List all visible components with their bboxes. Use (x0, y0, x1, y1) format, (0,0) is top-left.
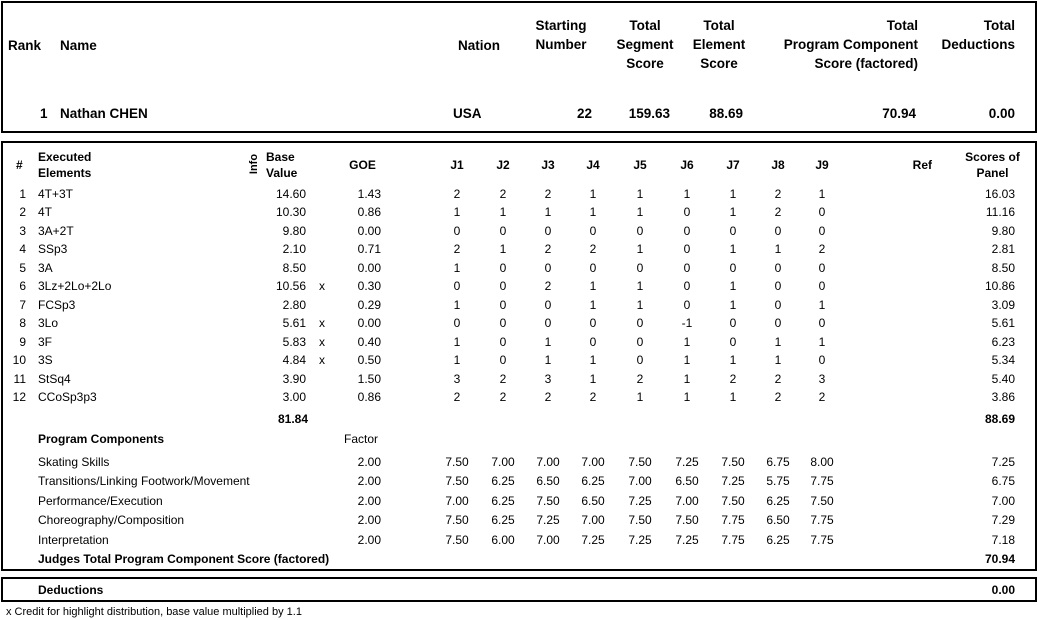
element-base-value: 3.90 (282, 372, 306, 386)
element-goe: 0.30 (357, 279, 381, 293)
element-judge-score: 2 (453, 187, 461, 201)
component-name: Transitions/Linking Footwork/Movement (38, 474, 250, 488)
element-judge-score: 2 (636, 372, 644, 386)
element-number: 7 (19, 298, 26, 312)
element-judge-score: 1 (544, 353, 552, 367)
element-judge-score: 0 (818, 224, 826, 238)
element-goe: 0.00 (357, 261, 381, 275)
factor-header: Factor (344, 432, 379, 446)
element-info: x (319, 279, 325, 293)
element-judge-score: 0 (683, 261, 691, 275)
component-judge-score: 7.25 (675, 533, 699, 547)
component-judge-score: 6.00 (491, 533, 515, 547)
element-judge-score: 0 (774, 224, 782, 238)
element-judge-score: 2 (729, 372, 737, 386)
element-base-value: 10.56 (275, 279, 306, 293)
element-name: 4T+3T (38, 187, 74, 201)
component-judge-score: 6.25 (491, 513, 515, 527)
element-judge-score: 2 (544, 390, 552, 404)
element-judge-score: 1 (636, 242, 644, 256)
component-judge-score: 6.25 (581, 474, 605, 488)
element-judge-score: 1 (683, 390, 691, 404)
judge-header-3: J3 (541, 158, 555, 172)
component-name: Choreography/Composition (38, 513, 185, 527)
component-judge-score: 6.25 (491, 494, 515, 508)
element-judge-score: 0 (729, 261, 737, 275)
component-judge-score: 7.50 (445, 533, 469, 547)
element-panel-score: 3.86 (991, 390, 1015, 404)
element-judge-score: 1 (589, 298, 597, 312)
judge-header-1: J1 (450, 158, 464, 172)
element-judge-score: 0 (729, 316, 737, 330)
element-judge-score: 0 (683, 298, 691, 312)
element-judge-score: 0 (499, 261, 507, 275)
element-judge-score: 1 (683, 335, 691, 349)
component-judge-score: 7.75 (810, 474, 834, 488)
element-judge-score: 0 (636, 224, 644, 238)
pcs-total-label: Judges Total Program Component Score (factored) (38, 552, 330, 566)
element-judge-score: 1 (636, 279, 644, 293)
element-judge-score: 0 (818, 205, 826, 219)
element-base-value: 5.83 (282, 335, 306, 349)
footnote: x Credit for highlight distribution, base value multiplied by 1.1 (6, 606, 302, 618)
judge-header-8: J8 (771, 158, 785, 172)
element-base-value: 10.30 (275, 205, 306, 219)
element-judge-score: 1 (818, 335, 826, 349)
element-judge-score: 1 (729, 390, 737, 404)
element-judge-score: 0 (636, 261, 644, 275)
element-judge-score: 0 (818, 316, 826, 330)
judge-header-2: J2 (496, 158, 510, 172)
skater-nation: USA (453, 106, 482, 121)
program-components-title: Program Components (38, 432, 165, 446)
element-name: 3S (38, 353, 53, 367)
component-name: Skating Skills (38, 455, 110, 469)
element-judge-score: 0 (683, 242, 691, 256)
component-judge-score: 6.50 (766, 513, 790, 527)
ref-header: Ref (912, 158, 932, 172)
element-goe: 1.50 (357, 372, 381, 386)
component-judge-score: 7.25 (536, 513, 560, 527)
tes-header-1: Total (703, 18, 735, 33)
element-judge-score: 0 (636, 353, 644, 367)
element-judge-score: 1 (729, 242, 737, 256)
element-number-header: # (16, 158, 23, 172)
element-judge-score: 0 (774, 316, 782, 330)
judge-header-7: J7 (726, 158, 740, 172)
element-judge-score: 0 (544, 298, 552, 312)
tss-header-3: Score (626, 56, 664, 71)
element-number: 12 (12, 390, 26, 404)
element-judge-score: 1 (729, 298, 737, 312)
element-judge-score: 1 (774, 353, 782, 367)
element-judge-score: 1 (453, 261, 461, 275)
element-judge-score: 0 (499, 279, 507, 293)
element-number: 11 (13, 372, 26, 386)
pcs-header-2: Program Component (783, 37, 918, 52)
element-judge-score: 1 (774, 242, 782, 256)
component-judge-score: 7.50 (628, 455, 652, 469)
component-judge-score: 7.00 (581, 455, 605, 469)
element-judge-score: 3 (453, 372, 461, 386)
deductions-value: 0.00 (991, 583, 1015, 597)
element-judge-score: 1 (636, 298, 644, 312)
element-judge-score: 0 (453, 316, 461, 330)
component-judge-score: 7.50 (536, 494, 560, 508)
element-judge-score: 0 (589, 261, 597, 275)
element-base-value: 4.84 (282, 353, 306, 367)
component-judge-score: 6.25 (491, 474, 515, 488)
component-judge-score: 7.25 (628, 533, 652, 547)
element-judge-score: 0 (499, 298, 507, 312)
component-judge-score: 6.75 (766, 455, 790, 469)
component-judge-score: 7.50 (721, 494, 745, 508)
component-judge-score: 7.75 (810, 533, 834, 547)
element-judge-score: 1 (453, 353, 461, 367)
element-judge-score: 0 (729, 335, 737, 349)
component-judge-score: 7.50 (721, 455, 745, 469)
skater-tes: 88.69 (709, 106, 743, 121)
element-judge-score: 1 (499, 242, 507, 256)
component-judge-score: 7.00 (581, 513, 605, 527)
goe-header: GOE (349, 158, 376, 172)
element-judge-score: 0 (544, 224, 552, 238)
elements-total-score: 88.69 (984, 412, 1015, 426)
element-judge-score: 2 (774, 205, 782, 219)
component-judge-score: 7.00 (445, 494, 469, 508)
element-number: 6 (19, 279, 26, 293)
element-judge-score: 1 (453, 335, 461, 349)
component-judge-score: 7.00 (675, 494, 699, 508)
component-judge-score: 8.00 (810, 455, 834, 469)
element-judge-score: 1 (544, 335, 552, 349)
skater-deductions: 0.00 (988, 106, 1015, 121)
element-number: 5 (19, 261, 26, 275)
element-judge-score: -1 (681, 316, 693, 330)
base-value-header-1: Base (266, 150, 295, 164)
element-goe: 0.29 (357, 298, 381, 312)
element-judge-score: 0 (499, 353, 507, 367)
component-factor: 2.00 (357, 455, 381, 469)
element-name: 3A+2T (38, 224, 74, 238)
element-judge-score: 2 (499, 187, 507, 201)
deductions-header-2: Deductions (941, 37, 1015, 52)
element-judge-score: 1 (499, 205, 507, 219)
component-panel-score: 7.29 (991, 513, 1015, 527)
element-info: x (319, 353, 325, 367)
component-panel-score: 6.75 (991, 474, 1015, 488)
element-judge-score: 1 (589, 279, 597, 293)
element-panel-score: 5.61 (991, 316, 1015, 330)
element-name: StSq4 (38, 372, 71, 386)
component-judge-score: 7.25 (721, 474, 745, 488)
element-name: 3A (38, 261, 53, 275)
element-info: x (319, 335, 325, 349)
skater-tss: 159.63 (628, 106, 670, 121)
element-judge-score: 0 (499, 316, 507, 330)
component-panel-score: 7.25 (991, 455, 1015, 469)
element-judge-score: 0 (683, 279, 691, 293)
element-judge-score: 1 (818, 298, 826, 312)
element-number: 3 (19, 224, 26, 238)
component-judge-score: 6.25 (766, 494, 790, 508)
element-judge-score: 0 (544, 261, 552, 275)
element-judge-score: 2 (499, 372, 507, 386)
element-judge-score: 0 (589, 224, 597, 238)
skater-starting-number: 22 (576, 106, 592, 121)
component-judge-score: 7.00 (628, 474, 652, 488)
element-goe: 0.00 (357, 316, 381, 330)
element-number: 10 (12, 353, 26, 367)
element-judge-score: 0 (729, 224, 737, 238)
info-header: Info (248, 153, 260, 175)
element-judge-score: 1 (729, 279, 737, 293)
element-base-value: 2.80 (282, 298, 306, 312)
component-judge-score: 7.25 (581, 533, 605, 547)
element-name: 3F (38, 335, 53, 349)
component-factor: 2.00 (357, 494, 381, 508)
deductions-header-1: Total (983, 18, 1015, 33)
element-judge-score: 1 (683, 353, 691, 367)
element-panel-score: 2.81 (991, 242, 1015, 256)
element-panel-score: 5.34 (991, 353, 1015, 367)
element-judge-score: 0 (774, 298, 782, 312)
element-judge-score: 0 (453, 224, 461, 238)
starting-number-header-1: Starting (535, 18, 587, 33)
element-base-value: 2.10 (282, 242, 306, 256)
element-panel-score: 10.86 (984, 279, 1015, 293)
judge-header-6: J6 (680, 158, 694, 172)
element-goe: 1.43 (357, 187, 381, 201)
element-panel-score: 16.03 (984, 187, 1015, 201)
element-base-value: 9.80 (282, 224, 306, 238)
component-factor: 2.00 (357, 533, 381, 547)
component-name: Performance/Execution (38, 494, 163, 508)
element-judge-score: 1 (636, 187, 644, 201)
element-name: CCoSp3p3 (38, 390, 97, 404)
element-judge-score: 2 (818, 242, 826, 256)
skater-pcs: 70.94 (882, 106, 916, 121)
element-panel-score: 11.16 (985, 205, 1015, 219)
element-panel-score: 6.23 (991, 335, 1015, 349)
element-judge-score: 1 (774, 335, 782, 349)
component-judge-score: 7.50 (675, 513, 699, 527)
element-goe: 0.40 (357, 335, 381, 349)
component-factor: 2.00 (357, 474, 381, 488)
component-judge-score: 6.50 (536, 474, 560, 488)
component-factor: 2.00 (357, 513, 381, 527)
element-judge-score: 1 (589, 205, 597, 219)
component-judge-score: 7.75 (721, 533, 745, 547)
element-judge-score: 2 (774, 187, 782, 201)
element-panel-score: 3.09 (991, 298, 1015, 312)
element-judge-score: 1 (683, 372, 691, 386)
deductions-label: Deductions (38, 583, 104, 597)
element-judge-score: 1 (636, 205, 644, 219)
component-judge-score: 7.75 (721, 513, 745, 527)
element-judge-score: 0 (774, 279, 782, 293)
element-judge-score: 1 (544, 205, 552, 219)
element-name: SSp3 (38, 242, 68, 256)
element-judge-score: 0 (818, 353, 826, 367)
element-judge-score: 0 (499, 224, 507, 238)
elements-total-base: 81.84 (277, 412, 308, 426)
component-judge-score: 7.00 (536, 455, 560, 469)
element-judge-score: 0 (818, 261, 826, 275)
element-judge-score: 2 (453, 390, 461, 404)
element-judge-score: 0 (453, 279, 461, 293)
element-judge-score: 2 (589, 390, 597, 404)
element-judge-score: 3 (818, 372, 826, 386)
element-number: 8 (19, 316, 26, 330)
component-judge-score: 6.25 (766, 533, 790, 547)
element-judge-score: 1 (589, 372, 597, 386)
component-judge-score: 5.75 (766, 474, 790, 488)
element-judge-score: 2 (774, 390, 782, 404)
component-name: Interpretation (38, 533, 109, 547)
element-judge-score: 2 (453, 242, 461, 256)
judge-header-5: J5 (633, 158, 647, 172)
element-judge-score: 1 (453, 298, 461, 312)
element-judge-score: 1 (589, 353, 597, 367)
deductions-box (1, 577, 1037, 602)
element-judge-score: 1 (683, 187, 691, 201)
element-goe: 0.71 (357, 242, 381, 256)
tss-header-1: Total (629, 18, 661, 33)
component-judge-score: 7.50 (445, 513, 469, 527)
base-value-header-2: Value (266, 166, 298, 180)
element-panel-score: 8.50 (991, 261, 1015, 275)
rank-header: Rank (8, 38, 42, 53)
element-judge-score: 0 (636, 335, 644, 349)
element-name: 4T (38, 205, 53, 219)
element-judge-score: 0 (683, 205, 691, 219)
element-judge-score: 1 (729, 353, 737, 367)
component-judge-score: 7.75 (810, 513, 834, 527)
nation-header: Nation (458, 38, 500, 53)
element-judge-score: 0 (774, 261, 782, 275)
element-number: 2 (19, 205, 26, 219)
element-panel-score: 5.40 (991, 372, 1015, 386)
element-judge-score: 0 (589, 316, 597, 330)
executed-elements-header-2: Elements (38, 166, 92, 180)
scores-of-panel-header-2: Panel (976, 166, 1009, 180)
judge-header-4: J4 (586, 158, 600, 172)
element-judge-score: 0 (636, 316, 644, 330)
element-judge-score: 1 (453, 205, 461, 219)
element-judge-score: 0 (544, 316, 552, 330)
component-judge-score: 6.50 (675, 474, 699, 488)
element-judge-score: 2 (774, 372, 782, 386)
skater-name: Nathan CHEN (60, 106, 148, 121)
tes-header-2: Element (692, 37, 746, 52)
element-judge-score: 0 (683, 224, 691, 238)
element-base-value: 3.00 (282, 390, 306, 404)
element-name: 3Lo (38, 316, 59, 330)
component-judge-score: 7.25 (675, 455, 699, 469)
component-judge-score: 7.50 (810, 494, 834, 508)
element-goe: 0.50 (357, 353, 381, 367)
element-judge-score: 3 (544, 372, 552, 386)
element-number: 1 (19, 187, 26, 201)
element-goe: 0.86 (357, 390, 381, 404)
component-judge-score: 7.50 (445, 455, 469, 469)
element-goe: 0.00 (357, 224, 381, 238)
element-judge-score: 0 (499, 335, 507, 349)
element-judge-score: 2 (589, 242, 597, 256)
element-base-value: 5.61 (282, 316, 306, 330)
scores-of-panel-header-1: Scores of (965, 150, 1020, 164)
element-judge-score: 1 (636, 390, 644, 404)
element-name: 3Lz+2Lo+2Lo (38, 279, 112, 293)
name-header: Name (60, 38, 97, 53)
element-judge-score: 0 (818, 279, 826, 293)
component-judge-score: 7.50 (445, 474, 469, 488)
element-judge-score: 0 (589, 335, 597, 349)
component-judge-score: 7.25 (628, 494, 652, 508)
component-panel-score: 7.00 (991, 494, 1015, 508)
component-judge-score: 7.00 (491, 455, 515, 469)
pcs-header-3: Score (factored) (814, 56, 918, 71)
element-goe: 0.86 (357, 205, 381, 219)
pcs-total-value: 70.94 (984, 552, 1015, 566)
component-judge-score: 7.50 (628, 513, 652, 527)
tes-header-3: Score (700, 56, 738, 71)
element-judge-score: 2 (818, 390, 826, 404)
element-judge-score: 1 (729, 205, 737, 219)
element-judge-score: 1 (729, 187, 737, 201)
executed-elements-header-1: Executed (38, 150, 92, 164)
judge-header-9: J9 (815, 158, 829, 172)
element-judge-score: 2 (499, 390, 507, 404)
tss-header-2: Segment (616, 37, 674, 52)
pcs-header-1: Total (886, 18, 918, 33)
component-panel-score: 7.18 (991, 533, 1015, 547)
element-judge-score: 1 (589, 187, 597, 201)
skater-rank: 1 (40, 106, 48, 121)
element-panel-score: 9.80 (991, 224, 1015, 238)
element-info: x (319, 316, 325, 330)
element-judge-score: 2 (544, 187, 552, 201)
starting-number-header-2: Number (535, 37, 587, 52)
element-judge-score: 1 (818, 187, 826, 201)
element-base-value: 14.60 (275, 187, 306, 201)
element-judge-score: 2 (544, 242, 552, 256)
element-base-value: 8.50 (282, 261, 306, 275)
element-number: 9 (19, 335, 26, 349)
element-judge-score: 2 (544, 279, 552, 293)
element-name: FCSp3 (38, 298, 76, 312)
element-number: 4 (19, 242, 26, 256)
component-judge-score: 7.00 (536, 533, 560, 547)
component-judge-score: 6.50 (581, 494, 605, 508)
